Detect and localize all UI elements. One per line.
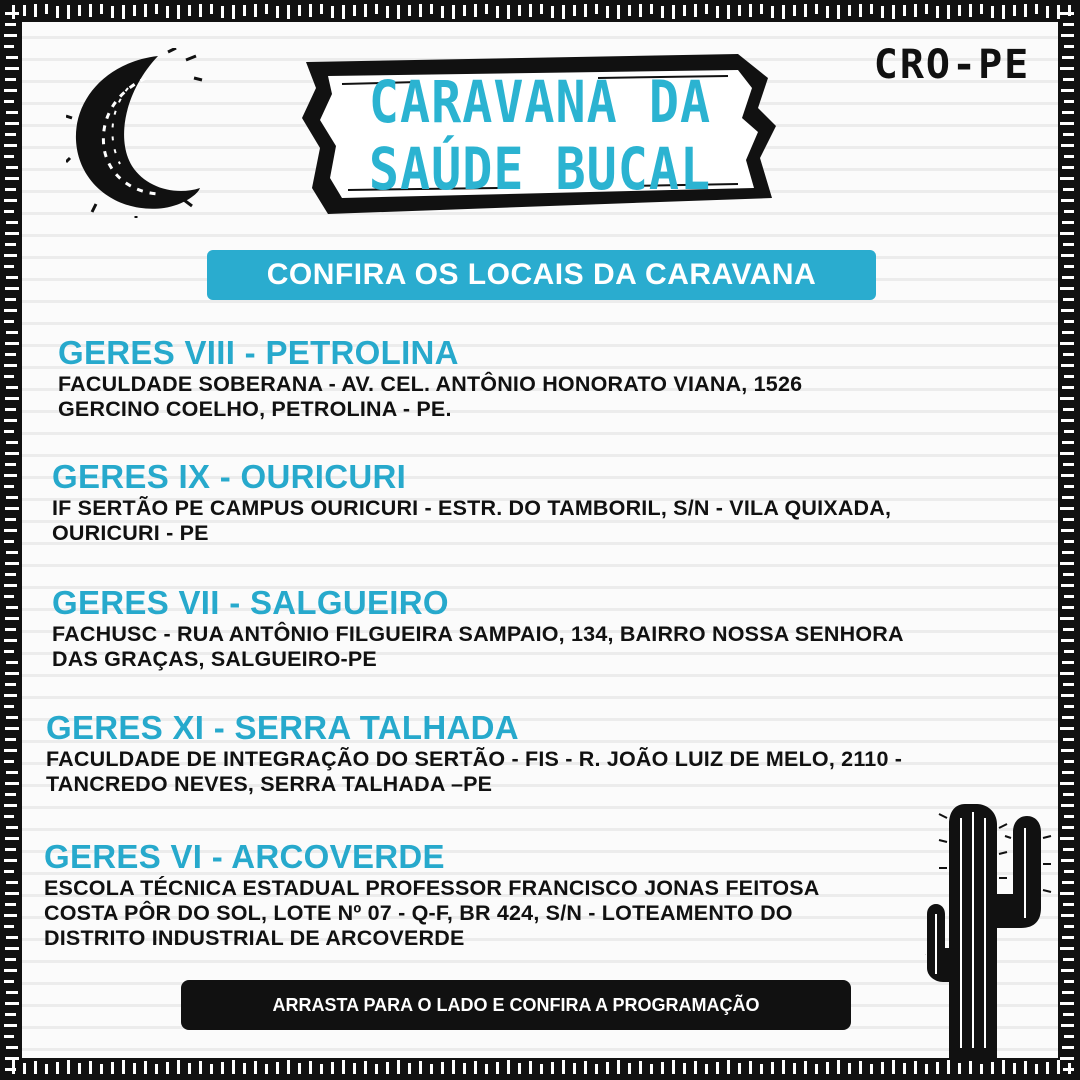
location-address-line: COSTA PÔR DO SOL, LOTE Nº 07 - Q-F, BR 424, S/N - LOTEAMENTO DO xyxy=(44,901,793,925)
location-title: GERES VI - ARCOVERDE xyxy=(44,838,445,875)
title-line-2: SAÚDE BUCAL xyxy=(368,136,712,203)
cactus-illustration xyxy=(925,798,1065,1060)
cro-pe-logo: CRO-PE xyxy=(873,42,1031,88)
locations-banner: CONFIRA OS LOCAIS DA CARAVANA xyxy=(207,250,876,300)
location-address-line: IF SERTÃO PE CAMPUS OURICURI - ESTR. DO TAMBORIL, S/N - VILA QUIXADA, xyxy=(52,496,892,520)
location-title: GERES VII - SALGUEIRO xyxy=(52,584,449,621)
location-address-line: DAS GRAÇAS, SALGUEIRO-PE xyxy=(52,647,377,671)
location-address-line: FACULDADE SOBERANA - AV. CEL. ANTÔNIO HONORATO VIANA, 1526 xyxy=(58,372,803,396)
swipe-cta-button[interactable]: ARRASTA PARA O LADO E CONFIRA A PROGRAMAÇÃO xyxy=(181,980,851,1030)
location-address-line: FACHUSC - RUA ANTÔNIO FILGUEIRA SAMPAIO, 134, BAIRRO NOSSA SENHORA xyxy=(52,622,904,646)
crescent-moon-illustration xyxy=(66,48,206,218)
location-title: GERES VIII - PETROLINA xyxy=(58,334,459,371)
location-item xyxy=(44,840,820,951)
location-item xyxy=(58,336,802,422)
location-address-line: OURICURI - PE xyxy=(52,521,209,545)
campaign-title xyxy=(340,69,740,202)
title-line-1: CARAVANA DA xyxy=(368,69,712,136)
location-title: GERES XI - SERRA TALHADA xyxy=(46,709,519,746)
location-address-line: ESCOLA TÉCNICA ESTADUAL PROFESSOR FRANCISCO JONAS FEITOSA xyxy=(44,876,820,900)
location-address-line: TANCREDO NEVES, SERRA TALHADA –PE xyxy=(46,772,493,796)
location-item xyxy=(52,586,904,672)
location-item xyxy=(52,460,891,546)
location-address-line: GERCINO COELHO, PETROLINA - PE. xyxy=(58,397,452,421)
location-title: GERES IX - OURICURI xyxy=(52,458,407,495)
location-address-line: FACULDADE DE INTEGRAÇÃO DO SERTÃO - FIS - R. JOÃO LUIZ DE MELO, 2110 - xyxy=(46,747,903,771)
location-address-line: DISTRITO INDUSTRIAL DE ARCOVERDE xyxy=(44,926,465,950)
location-item xyxy=(46,711,902,797)
